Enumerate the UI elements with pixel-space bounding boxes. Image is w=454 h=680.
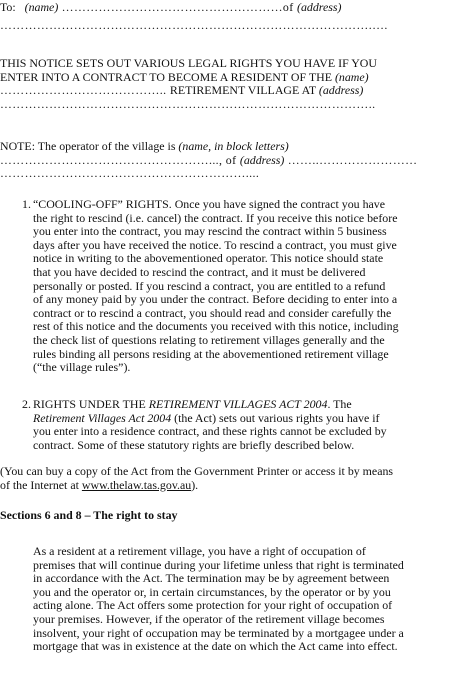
dots-line: ………………………………………………………………………………..	[0, 96, 376, 111]
item-1-line-9: contract or to rescind a contract, you should read and consider carefully the	[33, 305, 392, 320]
item-1-line-4: days after you have received the notice. To rescind a contract, you must give	[33, 237, 397, 252]
item-number: 1.	[22, 197, 31, 211]
village-address-placeholder: (address)	[318, 83, 364, 98]
notice-line-2	[0, 71, 377, 85]
item-2-text: RIGHTS UNDER THE	[33, 397, 149, 411]
legislation-website-link[interactable]: www.thelaw.tas.gov.au	[81, 477, 192, 492]
item-2-line-1	[33, 398, 387, 412]
dots-line: ……………………………………………………....	[0, 166, 260, 181]
section-body-line-4: you and the operator or, in certain circumstances, by the operator or by you	[33, 584, 391, 599]
operator-line-1	[0, 140, 417, 154]
notice-line-1: THIS NOTICE SETS OUT VARIOUS LEGAL RIGHTS YOU HAVE IF YOU	[0, 56, 377, 70]
section-body-line-8: mortgage that was in existence at the date on which the Act came into effect.	[33, 639, 398, 654]
dots-leader: ………………………………………………of	[58, 0, 297, 14]
address-placeholder: (address)	[296, 0, 342, 14]
copy-note-line-2	[0, 479, 393, 493]
operator-text: NOTE: The operator of the village is	[0, 139, 179, 153]
item-1-line-11: the check list of questions relating to retirement villages generally and the	[33, 332, 385, 347]
item-2-line-3: you enter into a residence contract, and these rights cannot be excluded by	[33, 424, 387, 439]
addressee-block	[0, 1, 388, 32]
item-1-line-12: rules binding all persons residing at the abovementioned retirement village	[33, 346, 389, 361]
copy-note-text: ).	[191, 477, 199, 492]
item-2-line-4: contract. Some of these statutory rights are briefly described below.	[33, 437, 355, 452]
item-1-line-1: “COOLING-OFF” RIGHTS. Once you have signed the contract you have	[33, 197, 386, 211]
item-number: 2.	[22, 397, 31, 411]
section-heading: Sections 6 and 8 – The right to stay	[0, 508, 178, 522]
item-2-line-2	[33, 412, 387, 426]
dots-leader: ……..……………………	[284, 152, 418, 167]
village-name-placeholder: (name)	[334, 69, 369, 84]
copy-note-text: of the Internet at	[0, 477, 82, 492]
item-2-text: (the Act) sets out various rights you have if	[171, 410, 380, 425]
item-1-body	[33, 198, 399, 375]
section-body	[33, 545, 404, 654]
addressee-line	[0, 1, 388, 15]
section-body-line-1: As a resident at a retirement village, you have a right of occupation of	[33, 544, 366, 558]
item-1-line-10: rest of this notice and the documents you received with this notice, including	[33, 319, 399, 334]
name-placeholder: (name)	[24, 0, 59, 14]
section-body-line-5: acting alone. The Act offers some protection for your right of occupation of	[33, 598, 393, 613]
operator-line-2	[0, 154, 417, 168]
operator-block	[0, 140, 417, 181]
item-1-line-3: you enter into the contract, you may rescind the contract within 5 business	[33, 224, 387, 239]
item-1-line-8: of any money paid by you under the contract. Before deciding to enter into a	[33, 292, 398, 307]
dots-leader: ……………………………………………..., of	[0, 152, 240, 167]
copy-note	[0, 465, 393, 492]
act-title: RETIREMENT VILLAGES ACT 2004	[148, 397, 328, 411]
operator-name-placeholder: (name, in block letters)	[178, 139, 289, 153]
item-1-line-7: personally or posted. If you rescind a contract, you are entitled to a refund	[33, 278, 386, 293]
section-body-line-7: insolvent, your right of occupation may be terminated by a mortgagee under a	[33, 625, 404, 640]
item-2-text: . The	[327, 397, 352, 411]
section-body-line-6: your premises. However, if the operator of the retirement village becomes	[33, 611, 385, 626]
act-title: Retirement Villages Act 2004	[33, 410, 172, 425]
notice-text: ENTER INTO A CONTRACT TO BECOME A RESIDENT OF THE	[0, 69, 335, 84]
item-1-line-5: notice in writing to the abovementioned operator. This notice should state	[33, 251, 384, 266]
dots-line: ……………………………………………………………………………….….	[0, 17, 388, 32]
item-2-body	[33, 398, 387, 452]
notice-line-3	[0, 84, 377, 98]
dots-leader: …………………………………..	[0, 83, 170, 98]
operator-address-placeholder: (address)	[239, 152, 285, 167]
to-label: To:	[0, 0, 16, 14]
item-1-line-13: (“the village rules”).	[33, 360, 131, 375]
copy-note-line-1: (You can buy a copy of the Act from the Government Printer or access it by means	[0, 464, 394, 478]
section-body-line-3: in accordance with the Act. The termination may be by agreement between	[33, 571, 390, 586]
notice-block	[0, 57, 377, 111]
item-1-line-2: the right to rescind (i.e. cancel) the contract. If you receive this notice before	[33, 210, 398, 225]
item-1-line-6: that you have decided to rescind the contract, and it must be delivered	[33, 264, 366, 279]
section-body-line-2: premises that will continue during your lifetime unless that right is terminated	[33, 557, 404, 572]
notice-text: RETIREMENT VILLAGE AT	[169, 83, 319, 98]
